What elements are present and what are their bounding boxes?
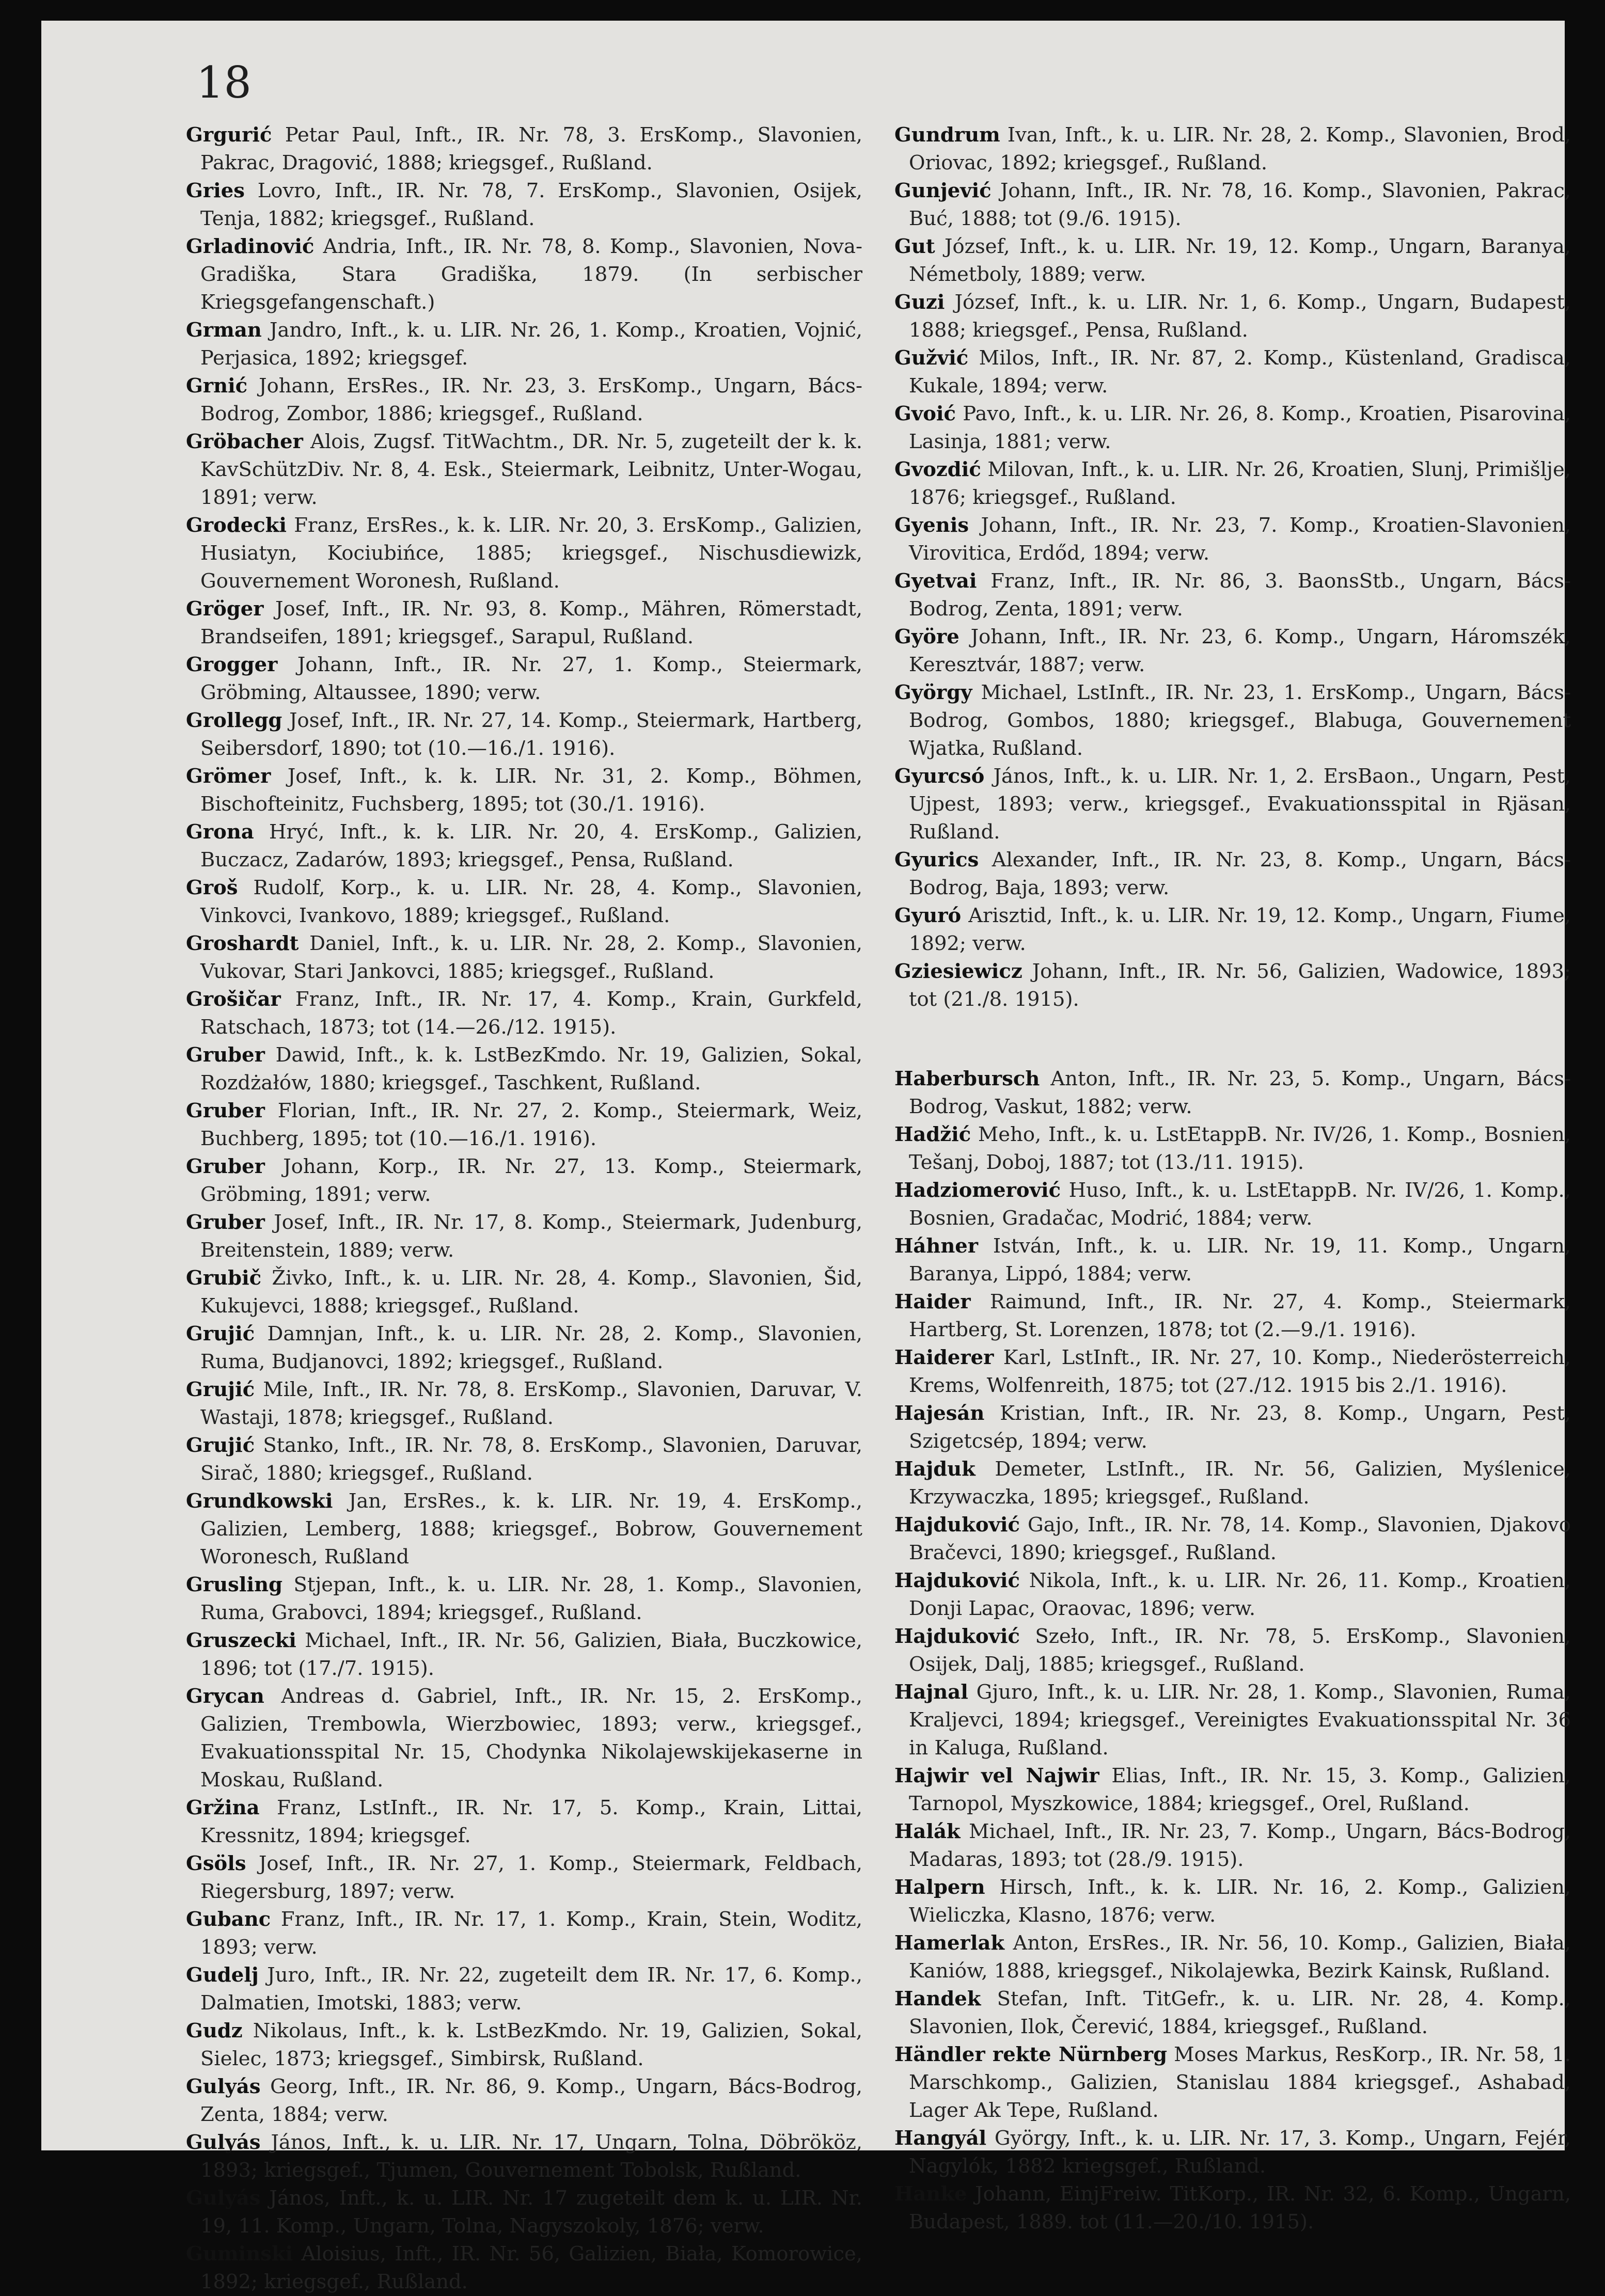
list-entry (186, 1850, 862, 1906)
entry-details: Živko, Inft., k. u. LIR. Nr. 28, 4. Komp., Slavonien, Šid, Kukujevci, 1888; kriegsgef., Rußland. (200, 1266, 862, 1318)
entry-details: Szeło, Inft., IR. Nr. 78, 5. ErsKomp., Slavonien, Osijek, Dalj, 1885; kriegsgef., Rußland. (909, 1625, 1571, 1676)
list-entry (186, 316, 862, 372)
list-entry (186, 512, 862, 595)
entry-surname: Haiderer (894, 1346, 994, 1369)
entry-surname: Grusling (186, 1573, 282, 1596)
list-entry (186, 874, 862, 930)
list-entry (186, 1961, 862, 2017)
entry-surname: Grujić (186, 1322, 255, 1345)
right-column (894, 121, 1571, 2236)
entry-details: Josef, Inft., IR. Nr. 27, 1. Komp., Steiermark, Feldbach, Riegersburg, 1897; verw. (200, 1852, 862, 1903)
entry-list-g-continued (894, 121, 1571, 1014)
entry-surname: Guminski (186, 2242, 293, 2266)
entry-surname: Gyetvai (894, 569, 977, 593)
list-entry (894, 1121, 1571, 1177)
entry-details: Josef, Inft., k. k. LIR. Nr. 31, 2. Komp., Böhmen, Bischofteinitz, Fuchsberg, 1895; tot (30./1. 1916). (200, 765, 862, 816)
entry-details: Michael, Inft., IR. Nr. 23, 7. Komp., Ungarn, Bács-Bodrog, Madaras, 1893; tot (28./9. 1915). (909, 1820, 1571, 1871)
list-entry (894, 289, 1571, 344)
entry-details: Ivan, Inft., k. u. LIR. Nr. 28, 2. Komp., Slavonien, Brod, Oriovac, 1892; kriegsgef., Rußland. (909, 123, 1571, 175)
entry-list-h (894, 1065, 1571, 2236)
list-entry (894, 1679, 1571, 1762)
entry-details: Hryć, Inft., k. k. LIR. Nr. 20, 4. ErsKomp., Galizien, Buczacz, Zadarów, 1893; kriegsgef., Pensa, Rußland. (200, 820, 862, 872)
entry-details: Damnjan, Inft., k. u. LIR. Nr. 28, 2. Komp., Slavonien, Ruma, Budjanovci, 1892; kriegsgef., Rußland. (200, 1322, 862, 1373)
list-entry (186, 372, 862, 428)
entry-surname: Halák (894, 1820, 961, 1843)
list-entry (894, 512, 1571, 567)
entry-surname: Grodecki (186, 514, 287, 537)
list-entry (894, 1455, 1571, 1511)
entry-details: Raimund, Inft., IR. Nr. 27, 4. Komp., Steiermark, Hartberg, St. Lorenzen, 1878; tot (2.—9./1. 1916). (909, 1290, 1571, 1341)
entry-surname: Háhner (894, 1234, 979, 1258)
entry-details: Anton, ErsRes., IR. Nr. 56, 10. Komp., Galizien, Biała, Kaniów, 1888, kriegsgef., Nikolajewka, Bezirk Kainsk, Rußland. (909, 1931, 1571, 1983)
entry-surname: Grman (186, 319, 262, 342)
list-entry (186, 1794, 862, 1850)
entry-details: Johann, Inft., IR. Nr. 23, 7. Komp., Kroatien-Slavonien, Virovitica, Erdőd, 1894; verw. (909, 514, 1571, 565)
entry-details: Meho, Inft., k. u. LstEtappB. Nr. IV/26, 1. Komp., Bosnien, Tešanj, Doboj, 1887; tot (13./11. 1915). (909, 1123, 1571, 1174)
list-entry (894, 2125, 1571, 2180)
entry-details: Josef, Inft., IR. Nr. 27, 14. Komp., Steiermark, Hartberg, Seibersdorf, 1890; tot (10.—16./1. 1916). (200, 709, 862, 760)
list-entry (894, 1623, 1571, 1679)
entry-surname: Gruber (186, 1043, 265, 1067)
list-entry (894, 1511, 1571, 1567)
list-entry (186, 707, 862, 763)
entry-surname: Gyurics (894, 848, 979, 872)
entry-surname: Halpern (894, 1876, 985, 1899)
entry-details: Pavo, Inft., k. u. LIR. Nr. 26, 8. Komp., Kroatien, Pisarovina, Lasinja, 1881; verw. (909, 402, 1571, 453)
entry-details: Johann, Inft., IR. Nr. 23, 6. Komp., Ungarn, Háromszék, Keresztvár, 1887; verw. (909, 625, 1571, 676)
list-entry (894, 902, 1571, 958)
entry-surname: Gruber (186, 1099, 265, 1122)
entry-details: Alois, Zugsf. TitWachtm., DR. Nr. 5, zugeteilt der k. k. KavSchützDiv. Nr. 8, 4. Esk., Steiermark, Leibnitz, Unter-Wogau, 1891; verw. (200, 430, 862, 509)
entry-details: Johann, Korp., IR. Nr. 27, 13. Komp., Steiermark, Gröbming, 1891; verw. (200, 1155, 862, 1206)
list-entry (894, 623, 1571, 679)
entry-details: Franz, Inft., IR. Nr. 86, 3. BaonsStb., Ungarn, Bács-Bodrog, Zenta, 1891; verw. (909, 569, 1571, 621)
entry-details: Stanko, Inft., IR. Nr. 78, 8. ErsKomp., Slavonien, Daruvar, Sirač, 1880; kriegsgef., Rußland. (200, 1434, 862, 1485)
list-entry (186, 1320, 862, 1376)
entry-details: Rudolf, Korp., k. u. LIR. Nr. 28, 4. Komp., Slavonien, Vinkovci, Ivankovo, 1889; kriegsgef., Rußland. (200, 876, 862, 927)
entry-details: Josef, Inft., IR. Nr. 93, 8. Komp., Mähren, Römerstadt, Brandseifen, 1891; kriegsgef., Sarapul, Rußland. (200, 597, 862, 648)
entry-surname: Grycan (186, 1685, 264, 1708)
entry-details: Jan, ErsRes., k. k. LIR. Nr. 19, 4. ErsKomp., Galizien, Lemberg, 1888; kriegsgef., Bobrow, Gouvernement Woronesch, Rußland (200, 1490, 862, 1569)
entry-details: Elias, Inft., IR. Nr. 15, 3. Komp., Galizien, Tarnopol, Myszkowice, 1884; kriegsgef., Orel, Rußland. (909, 1764, 1571, 1815)
entry-surname: Grollegg (186, 709, 282, 732)
entry-details: Stefan, Inft. TitGefr., k. u. LIR. Nr. 28, 4. Komp., Slavonien, Ilok, Čerević, 1884, kriegsgef., Rußland. (909, 1987, 1571, 2038)
entry-surname: Grnić (186, 374, 248, 398)
section-gap (894, 1014, 1571, 1065)
list-entry (894, 763, 1571, 846)
entry-surname: Handek (894, 1987, 981, 2010)
list-entry (894, 567, 1571, 623)
entry-details: Andria, Inft., IR. Nr. 78, 8. Komp., Slavonien, Nova-Gradiška, Stara Gradiška, 1879. (In serbischer Kriegsgefangenschaft.) (200, 235, 862, 314)
entry-details: Florian, Inft., IR. Nr. 27, 2. Komp., Steiermark, Weiz, Buchberg, 1895; tot (10.—16./1. 1916). (200, 1099, 862, 1150)
entry-surname: Hanke (894, 2182, 967, 2206)
entry-surname: Grona (186, 820, 254, 844)
entry-details: Jandro, Inft., k. u. LIR. Nr. 26, 1. Komp., Kroatien, Vojnić, Perjasica, 1892; kriegsgef. (200, 319, 863, 370)
list-entry (186, 595, 862, 651)
document-page (41, 21, 1571, 2293)
list-entry (894, 1065, 1571, 1121)
entry-details: Alexander, Inft., IR. Nr. 23, 8. Komp., Ungarn, Bács-Bodrog, Baja, 1893; verw. (909, 848, 1571, 899)
entry-surname: Händler rekte Nürnberg (894, 2043, 1167, 2066)
entry-surname: Györe (894, 625, 959, 648)
entry-details: Franz, LstInft., IR. Nr. 17, 5. Komp., Krain, Littai, Kressnitz, 1894; kriegsgef. (200, 1796, 862, 1847)
list-entry (186, 2017, 862, 2073)
list-entry (186, 1376, 862, 1432)
list-entry (186, 1209, 862, 1264)
list-entry (186, 1264, 862, 1320)
entry-details: János, Inft., k. u. LIR. Nr. 17, Ungarn, Tolna, Döbrököz, 1893; kriegsgef., Tjumen, Gouvernement Tobolsk, Rußland. (200, 2131, 862, 2182)
list-entry (894, 1177, 1571, 1232)
entry-details: György, Inft., k. u. LIR. Nr. 17, 3. Komp., Ungarn, Fejér, Nagylók, 1882 kriegsgef., Rußland. (909, 2127, 1571, 2178)
list-entry (186, 818, 862, 874)
entry-details: Lovro, Inft., IR. Nr. 78, 7. ErsKomp., Slavonien, Osijek, Tenja, 1882; kriegsgef., Rußland. (200, 179, 862, 230)
list-entry (186, 233, 862, 316)
list-entry (894, 121, 1571, 177)
list-entry (894, 1288, 1571, 1344)
entry-surname: Gulyás (186, 2187, 261, 2210)
entry-details: Franz, Inft., IR. Nr. 17, 1. Komp., Krain, Stein, Woditz, 1893; verw. (200, 1908, 862, 1959)
entry-surname: Hamerlak (894, 1931, 1005, 1955)
entry-details: Kristian, Inft., IR. Nr. 23, 8. Komp., Ungarn, Pest, Szigetcsép, 1894; verw. (909, 1402, 1571, 1453)
list-entry (894, 344, 1571, 400)
entry-details: Petar Paul, Inft., IR. Nr. 78, 3. ErsKomp., Slavonien, Pakrac, Dragović, 1888; kriegsgef., Rußland. (200, 123, 862, 175)
entry-details: Mile, Inft., IR. Nr. 78, 8. ErsKomp., Slavonien, Daruvar, V. Wastaji, 1878; kriegsgef., Rußland. (200, 1378, 862, 1429)
entry-surname: Gruber (186, 1155, 265, 1178)
list-entry (186, 177, 862, 233)
entry-details: József, Inft., k. u. LIR. Nr. 19, 12. Komp., Ungarn, Baranya, Németboly, 1889; verw. (909, 235, 1571, 286)
entry-surname: Gunjević (894, 179, 992, 202)
list-entry (894, 958, 1571, 1014)
entry-details: Stjepan, Inft., k. u. LIR. Nr. 28, 1. Komp., Slavonien, Ruma, Grabovci, 1894; kriegsgef., Rußland. (200, 1573, 862, 1624)
entry-surname: Grladinović (186, 235, 314, 258)
entry-details: Johann, ErsRes., IR. Nr. 23, 3. ErsKomp., Ungarn, Bács-Bodrog, Zombor, 1886; kriegsgef., Rußland. (200, 374, 862, 425)
entry-details: Anton, Inft., IR. Nr. 23, 5. Komp., Ungarn, Bács-Bodrog, Vaskut, 1882; verw. (909, 1067, 1571, 1118)
entry-surname: Gyuró (894, 904, 962, 927)
entry-details: Johann, Inft., IR. Nr. 56, Galizien, Wadowice, 1893; tot (21./8. 1915). (909, 960, 1571, 1011)
list-entry (186, 1906, 862, 1961)
entry-surname: Gziesiewicz (894, 960, 1022, 983)
entry-details: Huso, Inft., k. u. LstEtappB. Nr. IV/26, 1. Komp., Bosnien, Gradačac, Modrić, 1884; verw. (909, 1179, 1571, 1230)
entry-surname: Gulyás (186, 2075, 261, 2098)
list-entry (186, 930, 862, 986)
list-entry (186, 1153, 862, 1209)
entry-surname: György (894, 681, 972, 704)
left-column (186, 121, 862, 2296)
entry-details: János, Inft., k. u. LIR. Nr. 17 zugeteilt dem k. u. LIR. Nr. 19, 11. Komp., Ungarn, Tolna, Nagyszokoly, 1876; verw. (200, 2187, 862, 2238)
entry-surname: Grubič (186, 1266, 262, 1290)
entry-surname: Hajesán (894, 1402, 985, 1425)
list-entry (186, 428, 862, 512)
list-entry (894, 679, 1571, 763)
list-entry (186, 121, 862, 177)
list-entry (894, 1762, 1571, 1818)
entry-details: Georg, Inft., IR. Nr. 86, 9. Komp., Ungarn, Bács-Bodrog, Zenta, 1884; verw. (200, 2075, 862, 2126)
list-entry (186, 1097, 862, 1153)
entry-surname: Hajduk (894, 1458, 975, 1481)
entry-details: Dawid, Inft., k. k. LstBezKmdo. Nr. 19, Galizien, Sokal, Rozdżałów, 1880; kriegsgef., Taschkent, Rußland. (200, 1043, 862, 1095)
entry-details: Josef, Inft., IR. Nr. 17, 8. Komp., Steiermark, Judenburg, Breitenstein, 1889; verw. (200, 1211, 862, 1262)
entry-surname: Gudz (186, 2019, 243, 2042)
list-entry (894, 1929, 1571, 1985)
list-entry (894, 1400, 1571, 1455)
entry-surname: Gyurcsó (894, 765, 985, 788)
entry-details: Karl, LstInft., IR. Nr. 27, 10. Komp., Niederösterreich, Krems, Wolfenreith, 1875; tot (27./12. 1915 bis 2./1. 1916). (909, 1346, 1571, 1397)
entry-surname: Grošičar (186, 988, 281, 1011)
entry-surname: Hajduković (894, 1569, 1020, 1592)
entry-surname: Hadziomerović (894, 1179, 1061, 1202)
list-entry (894, 1818, 1571, 1874)
list-entry (894, 1874, 1571, 1929)
list-entry (894, 1344, 1571, 1400)
entry-surname: Grgurić (186, 123, 272, 147)
list-entry (894, 177, 1571, 233)
entry-surname: Gut (894, 235, 935, 258)
entry-details: János, Inft., k. u. LIR. Nr. 1, 2. ErsBaon., Ungarn, Pest, Ujpest, 1893; verw., kriegsgef., Evakuationsspital in Rjäsan, Rußland. (909, 765, 1571, 844)
list-entry (186, 2240, 862, 2296)
entry-surname: Gröger (186, 597, 264, 621)
entry-list-g (186, 121, 862, 2296)
entry-details: József, Inft., k. u. LIR. Nr. 1, 6. Komp., Ungarn, Budapest, 1888; kriegsgef., Pensa, Rußland. (909, 291, 1571, 342)
list-entry (186, 986, 862, 1041)
entry-surname: Gulyás (186, 2131, 261, 2154)
list-entry (186, 2129, 862, 2184)
list-entry (894, 400, 1571, 456)
list-entry (894, 456, 1571, 512)
entry-surname: Gužvić (894, 346, 969, 370)
entry-surname: Grujić (186, 1378, 255, 1401)
entry-details: Aloisius, Inft., IR. Nr. 56, Galizien, Biała, Komorowice, 1892; kriegsgef., Rußland. (200, 2242, 862, 2293)
list-entry (894, 233, 1571, 289)
entry-surname: Hajnal (894, 1681, 968, 1704)
entry-surname: Hajwir vel Najwir (894, 1764, 1099, 1787)
entry-details: Michael, LstInft., IR. Nr. 23, 1. ErsKomp., Ungarn, Bács-Bodrog, Gombos, 1880; kriegsgef., Blabuga, Gouvernement Wjatka, Rußland. (909, 681, 1571, 760)
entry-details: Johann, EinjFreiw. TitKorp., IR. Nr. 32, 6. Komp., Ungarn, Budapest, 1889. tot (11.—20./10. 1915). (909, 2182, 1571, 2234)
entry-details: Daniel, Inft., k. u. LIR. Nr. 28, 2. Komp., Slavonien, Vukovar, Stari Jankovci, 1885; kriegsgef., Rußland. (200, 932, 862, 983)
list-entry (186, 2184, 862, 2240)
entry-details: Gjuro, Inft., k. u. LIR. Nr. 28, 1. Komp., Slavonien, Ruma, Kraljevci, 1894; kriegsgef., Vereinigtes Evakuationsspital Nr. 36 in Kaluga, Rußland. (909, 1681, 1571, 1760)
entry-details: Andreas d. Gabriel, Inft., IR. Nr. 15, 2. ErsKomp., Galizien, Trembowla, Wierzbowiec, 1893; verw., kriegsgef., Evakuationsspital Nr. 15, Chodynka Nikolajewskijekaserne in Moskau, Rußland. (200, 1685, 862, 1792)
entry-surname: Hadžić (894, 1123, 971, 1146)
entry-surname: Grujić (186, 1434, 255, 1457)
entry-surname: Hajduković (894, 1625, 1020, 1648)
list-entry (894, 1232, 1571, 1288)
entry-surname: Gröbacher (186, 430, 303, 453)
list-entry (186, 763, 862, 818)
entry-details: Nikolaus, Inft., k. k. LstBezKmdo. Nr. 19, Galizien, Sokal, Sielec, 1873; kriegsgef., Simbirsk, Rußland. (200, 2019, 862, 2070)
entry-details: Nikola, Inft., k. u. LIR. Nr. 26, 11. Komp., Kroatien, Donji Lapac, Oraovac, 1896; verw. (909, 1569, 1571, 1620)
entry-surname: Gržina (186, 1796, 260, 1819)
entry-details: Moses Markus, ResKorp., IR. Nr. 58, 1. Marschkomp., Galizien, Stanislau 1884 kriegsgef., Ashabad, Lager Ak Tepe, Rußland. (909, 2043, 1571, 2122)
entry-surname: Hangyál (894, 2127, 987, 2150)
list-entry (186, 1627, 862, 1683)
list-entry (186, 1487, 862, 1571)
entry-surname: Groshardt (186, 932, 299, 955)
list-entry (186, 1041, 862, 1097)
entry-surname: Gvozdić (894, 458, 981, 481)
entry-surname: Gruber (186, 1211, 265, 1234)
entry-details: Johann, Inft., IR. Nr. 27, 1. Komp., Steiermark, Gröbming, Altaussee, 1890; verw. (200, 653, 862, 704)
entry-details: Demeter, LstInft., IR. Nr. 56, Galizien, Myślenice, Krzywaczka, 1895; kriegsgef., Rußland. (909, 1458, 1571, 1509)
entry-surname: Haider (894, 1290, 971, 1313)
entry-details: István, Inft., k. u. LIR. Nr. 19, 11. Komp., Ungarn, Baranya, Lippó, 1884; verw. (909, 1234, 1571, 1286)
entry-surname: Groš (186, 876, 238, 899)
entry-surname: Hajduković (894, 1513, 1020, 1537)
entry-surname: Gudelj (186, 1964, 259, 1987)
entry-details: Franz, ErsRes., k. k. LIR. Nr. 20, 3. ErsKomp., Galizien, Husiatyn, Kociubińce, 1885; kriegsgef., Nischusdiewizk, Gouvernement Woronesh, Rußland. (200, 514, 862, 593)
list-entry (894, 1985, 1571, 2041)
entry-details: Milos, Inft., IR. Nr. 87, 2. Komp., Küstenland, Gradisca, Kukale, 1894; verw. (909, 346, 1571, 398)
entry-details: Franz, Inft., IR. Nr. 17, 4. Komp., Krain, Gurkfeld, Ratschach, 1873; tot (14.—26./12. 1915). (200, 988, 862, 1039)
list-entry (894, 2041, 1571, 2125)
entry-surname: Grogger (186, 653, 278, 676)
entry-surname: Gubanc (186, 1908, 271, 1931)
list-entry (186, 1571, 862, 1627)
entry-surname: Gyenis (894, 514, 969, 537)
list-entry (186, 651, 862, 707)
page-number: 18 (196, 57, 251, 108)
entry-details: Arisztid, Inft., k. u. LIR. Nr. 19, 12. Komp., Ungarn, Fiume, 1892; verw. (909, 904, 1571, 955)
list-entry (894, 846, 1571, 902)
entry-surname: Gvoić (894, 402, 956, 425)
list-entry (186, 2073, 862, 2129)
list-entry (894, 1567, 1571, 1623)
entry-surname: Guzi (894, 291, 945, 314)
entry-surname: Grundkowski (186, 1490, 333, 1513)
entry-surname: Gundrum (894, 123, 1000, 147)
entry-surname: Grömer (186, 765, 271, 788)
entry-details: Juro, Inft., IR. Nr. 22, zugeteilt dem IR. Nr. 17, 6. Komp., Dalmatien, Imotski, 1883; verw. (200, 1964, 862, 2015)
entry-details: Milovan, Inft., k. u. LIR. Nr. 26, Kroatien, Slunj, Primišlje, 1876; kriegsgef., Rußland. (909, 458, 1571, 509)
entry-details: Johann, Inft., IR. Nr. 78, 16. Komp., Slavonien, Pakrac, Buć, 1888; tot (9./6. 1915). (909, 179, 1571, 230)
entry-surname: Gsöls (186, 1852, 246, 1875)
entry-surname: Haberbursch (894, 1067, 1040, 1090)
entry-details: Hirsch, Inft., k. k. LIR. Nr. 16, 2. Komp., Galizien, Wieliczka, Klasno, 1876; verw. (909, 1876, 1571, 1927)
entry-details: Michael, Inft., IR. Nr. 56, Galizien, Biała, Buczkowice, 1896; tot (17./7. 1915). (200, 1629, 862, 1680)
entry-surname: Gries (186, 179, 245, 202)
list-entry (186, 1432, 862, 1487)
entry-surname: Gruszecki (186, 1629, 296, 1652)
list-entry (186, 1683, 862, 1794)
entry-details: Gajo, Inft., IR. Nr. 78, 14. Komp., Slavonien, Djakovo Bračevci, 1890; kriegsgef., Rußland. (909, 1513, 1571, 1564)
list-entry (894, 2180, 1571, 2236)
